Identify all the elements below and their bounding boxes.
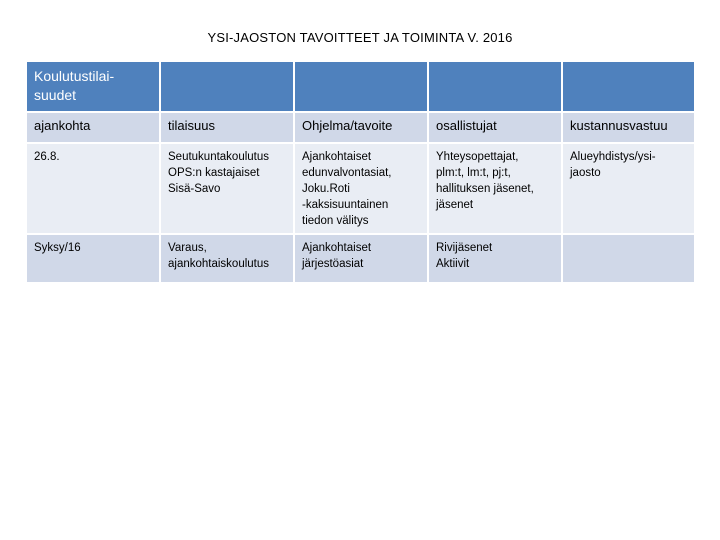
- cell-ohjelma: Ajankohtaiset edunvalvontasiat, Joku.Roti -kaksisuuntainen tiedon välitys: [294, 143, 428, 234]
- header-cell: [428, 61, 562, 112]
- cell-ajankohta: 26.8.: [26, 143, 160, 234]
- header-cell-koulutustilaisuudet: Koulutustilai- suudet: [26, 61, 160, 112]
- column-header-row: [26, 112, 695, 143]
- cell-kustannusvastuu: [562, 234, 695, 283]
- cell-ajankohta: Syksy/16: [26, 234, 160, 283]
- table-row: [26, 234, 695, 283]
- column-header-osallistujat: osallistujat: [428, 112, 562, 143]
- table-row: [26, 143, 695, 234]
- column-header-ohjelma: Ohjelma/tavoite: [294, 112, 428, 143]
- table-header-row: [26, 61, 695, 112]
- header-cell: [160, 61, 294, 112]
- cell-ohjelma: Ajankohtaiset järjestöasiat: [294, 234, 428, 283]
- activities-table: [25, 60, 696, 284]
- cell-tilaisuus: Varaus, ajankohtaiskoulutus: [160, 234, 294, 283]
- header-cell: [562, 61, 695, 112]
- page-title: YSI-JAOSTON TAVOITTEET JA TOIMINTA V. 2016: [207, 30, 513, 45]
- cell-tilaisuus: Seutukuntakoulutus OPS:n kastajaiset Sisä-Savo: [160, 143, 294, 234]
- cell-osallistujat: Yhteysopettajat, plm:t, lm:t, pj:t, hallituksen jäsenet, jäsenet: [428, 143, 562, 234]
- header-cell: [294, 61, 428, 112]
- cell-osallistujat: Rivijäsenet Aktiivit: [428, 234, 562, 283]
- cell-kustannusvastuu: Alueyhdistys/ysi- jaosto: [562, 143, 695, 234]
- column-header-kustannusvastuu: kustannusvastuu: [562, 112, 695, 143]
- column-header-tilaisuus: tilaisuus: [160, 112, 294, 143]
- column-header-ajankohta: ajankohta: [26, 112, 160, 143]
